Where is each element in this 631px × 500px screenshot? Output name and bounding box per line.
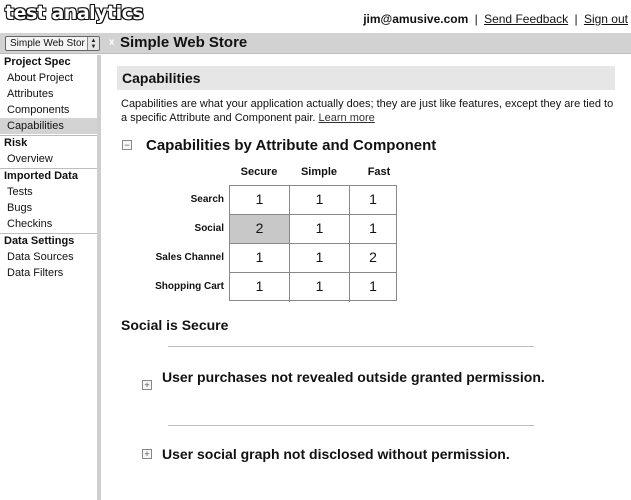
row-header-shopping-cart: Shopping Cart <box>155 281 224 292</box>
collapse-icon[interactable]: − <box>122 140 132 150</box>
sidebar-item-overview[interactable]: Overview <box>7 153 53 165</box>
capability-item[interactable]: User social graph not disclosed without permission. <box>162 446 510 462</box>
sidebar-item-about-project[interactable]: About Project <box>7 72 74 84</box>
sidebar-item-attributes[interactable]: Attributes <box>7 88 54 100</box>
detail-title: Social is Secure <box>121 317 229 333</box>
capability-item[interactable]: User purchases not revealed outside granted permission. <box>162 369 545 385</box>
matrix-cell[interactable]: 1 <box>290 273 350 302</box>
page-title: Capabilities <box>117 66 615 90</box>
send-feedback-link[interactable]: Send Feedback <box>484 12 569 26</box>
divider <box>168 346 534 347</box>
project-select[interactable] <box>5 36 100 51</box>
sidebar-item-tests[interactable]: Tests <box>7 186 33 198</box>
sidebar-section-project-spec: Project Spec <box>4 56 71 68</box>
user-links <box>363 12 628 26</box>
sidebar-section-risk: Risk <box>4 137 28 149</box>
matrix-cell[interactable]: 1 <box>290 186 350 215</box>
sidebar-section-imported-data: Imported Data <box>4 170 78 182</box>
sidebar-item-data-sources[interactable]: Data Sources <box>7 251 74 263</box>
row-header-search: Search <box>190 194 224 205</box>
column-header-simple: Simple <box>300 166 338 178</box>
sidebar <box>0 55 101 500</box>
expand-icon[interactable]: + <box>142 380 152 390</box>
matrix-cell[interactable]: 1 <box>350 215 396 244</box>
project-title: Simple Web Store <box>120 34 248 51</box>
capabilities-description <box>121 97 621 125</box>
project-select-value: Simple Web Stor <box>10 38 85 49</box>
project-bar <box>0 33 631 54</box>
matrix-cell[interactable]: 1 <box>290 244 350 273</box>
close-project-icon[interactable]: x <box>109 37 115 48</box>
matrix-cell[interactable]: 1 <box>369 278 377 294</box>
matrix-cell[interactable]: 1 <box>230 186 290 215</box>
description-text: Capabilities are what your application actually does; they are just like features, except they are tied to a specific Attribute and Component pair. <box>121 98 614 124</box>
matrix-cell[interactable]: 1 <box>290 215 350 244</box>
row-header-social: Social <box>194 223 224 234</box>
sidebar-item-checkins[interactable]: Checkins <box>7 218 53 230</box>
sidebar-item-capabilities[interactable]: Capabilities <box>0 118 97 134</box>
expand-icon[interactable]: + <box>142 449 152 459</box>
top-header <box>0 0 631 33</box>
sidebar-section-data-settings: Data Settings <box>4 235 75 247</box>
column-header-fast: Fast <box>367 166 391 178</box>
separator: | <box>474 12 478 26</box>
sign-out-link[interactable]: Sign out <box>583 12 628 26</box>
sidebar-item-components[interactable]: Components <box>7 104 70 116</box>
column-header-secure: Secure <box>240 166 278 178</box>
row-header-sales-channel: Sales Channel <box>155 252 224 263</box>
learn-more-link[interactable]: Learn more <box>318 112 375 124</box>
matrix-cell[interactable]: 1 <box>230 244 290 273</box>
matrix-title: Capabilities by Attribute and Component <box>146 137 437 154</box>
user-email: jim@amusive.com <box>363 12 469 26</box>
sidebar-item-data-filters[interactable]: Data Filters <box>7 267 64 279</box>
updown-arrows-icon: ▲ ▼ <box>87 37 99 50</box>
matrix-cell[interactable]: 2 <box>350 244 396 273</box>
matrix-cell[interactable]: 1 <box>350 186 396 215</box>
app-logo[interactable]: test analytics <box>5 2 144 24</box>
separator: | <box>574 12 578 26</box>
matrix-cell-selected[interactable]: 2 <box>230 215 290 244</box>
divider <box>168 425 534 426</box>
main-content <box>105 55 631 500</box>
capability-matrix <box>229 185 397 301</box>
matrix-cell[interactable]: 1 <box>230 273 290 302</box>
sidebar-item-bugs[interactable]: Bugs <box>7 202 33 214</box>
